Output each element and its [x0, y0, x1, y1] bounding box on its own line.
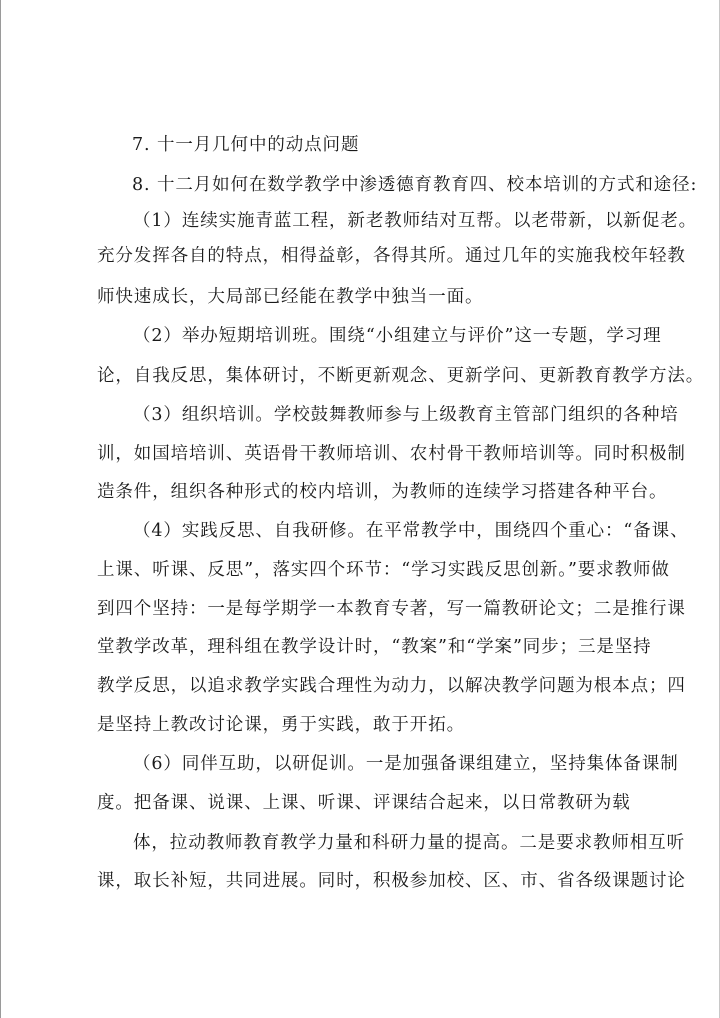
text-line: （6）同伴互助，以研促训。一是加强备课组建立，坚持集体备课制 [133, 754, 679, 774]
text-line: （1）连续实施青蓝工程，新老教师结对互帮。以老带新，以新促老。 [133, 211, 698, 231]
text-line: 教学反思，以追求教学实践合理性为动力，以解决教学问题为根本点；四 [97, 676, 686, 696]
text-line: 8. 十二月如何在数学教学中渗透德育教育四、校本培训的方式和途径: [132, 175, 698, 195]
text-line: 上课、听课、反思”，落实四个环节：“学习实践反思创新。”要求教师做 [97, 560, 670, 580]
text-line: 体，拉动教师教育教学力量和科研力量的提高。二是要求教师相互听 [133, 833, 685, 853]
text-line: 训，如国培培训、英语骨干教师培训、农村骨干教师培训等。同时积极制 [97, 444, 686, 464]
text-line: 堂教学改革，理科组在教学设计时，“教案”和“学案”同步；三是坚持 [97, 637, 652, 657]
text-line: 7. 十一月几何中的动点问题 [132, 135, 360, 155]
text-line: 师快速成长，大局部已经能在教学中独当一面。 [97, 287, 484, 307]
text-line: 充分发挥各自的特点，相得益彰，各得其所。通过几年的实施我校年轻教 [97, 246, 686, 266]
text-line: 到四个坚持：一是每学期学一本教育专著，写一篇教研论文；二是推行课 [97, 599, 686, 619]
text-line: 论，自我反思，集体研讨，不断更新观念、更新学问、更新教育教学方法。 [97, 366, 705, 386]
text-line: 度。把备课、说课、上课、听课、评课结合起来，以日常教研为载 [97, 793, 631, 813]
text-line: （2）举办短期培训班。围绕“小组建立与评价”这一专题，学习理 [133, 326, 662, 346]
text-line: （3）组织培训。学校鼓舞教师参与上级教育主管部门组织的各种培 [133, 405, 679, 425]
text-line: 造条件，组织各种形式的校内培训，为教师的连续学习搭建各种平台。 [97, 482, 668, 502]
text-line: 课，取长补短，共同进展。同时，积极参加校、区、市、省各级课题讨论 [97, 871, 686, 891]
text-line: 是坚持上教改讨论课，勇于实践，敢于开拓。 [97, 715, 465, 735]
text-line: （4）实践反思、自我研修。在平常教学中，围绕四个重心：“备课、 [133, 521, 689, 541]
